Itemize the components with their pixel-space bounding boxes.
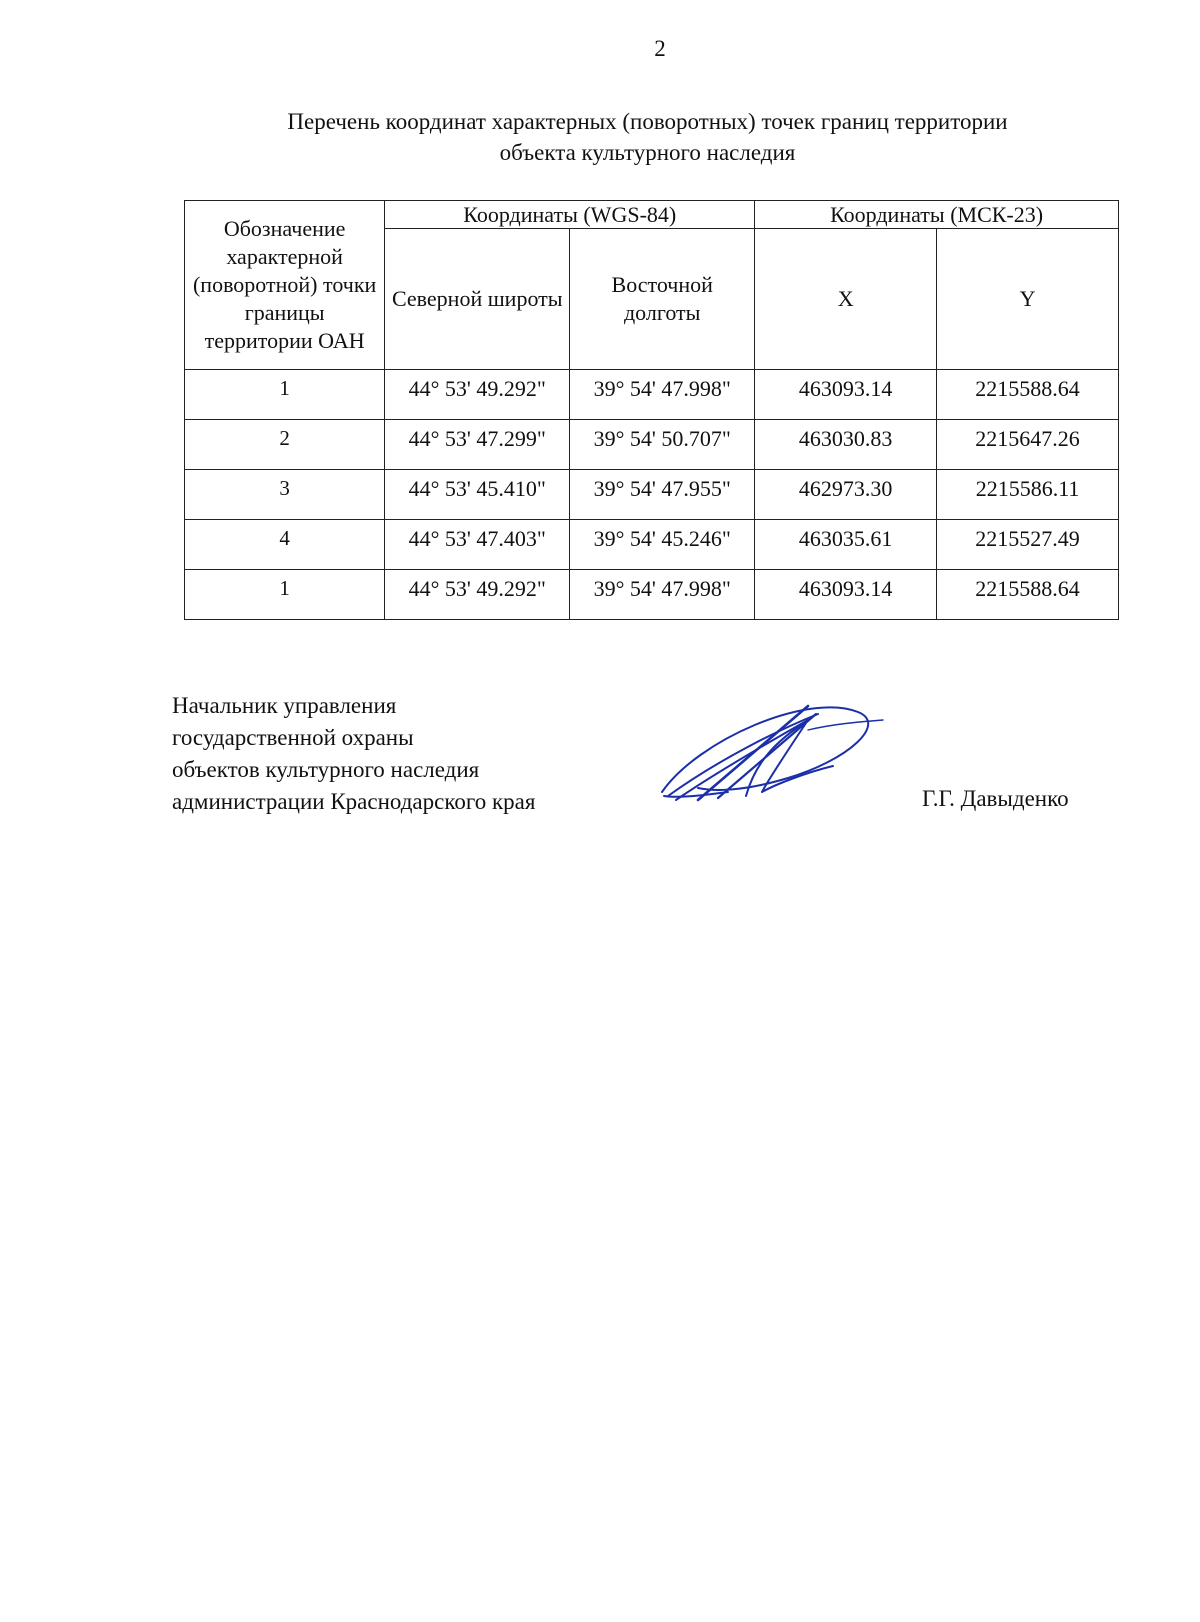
- latitude-cell: 44° 53' 47.299": [385, 420, 570, 470]
- x-cell: 463093.14: [755, 370, 937, 420]
- longitude-header: Восточной долготы: [570, 229, 755, 370]
- table-row: [185, 570, 1119, 620]
- handwritten-signature: [658, 700, 888, 830]
- longitude-cell: 39° 54' 45.246": [570, 520, 755, 570]
- latitude-header: Северной широты: [385, 229, 570, 370]
- signatory-line-2: государственной охраны: [172, 725, 414, 750]
- latitude-cell: 44° 53' 49.292": [385, 570, 570, 620]
- point-cell: 1: [185, 570, 385, 620]
- latitude-cell: 44° 53' 47.403": [385, 520, 570, 570]
- longitude-cell: 39° 54' 47.998": [570, 370, 755, 420]
- document-title-line-1: Перечень координат характерных (поворотных) точек границ территории: [287, 109, 1008, 134]
- document-title-line-2: объекта культурного наследия: [499, 140, 796, 165]
- wgs84-group-header: Координаты (WGS-84): [385, 201, 755, 229]
- point-cell: 3: [185, 470, 385, 520]
- document-title: [180, 106, 1115, 168]
- x-cell: 463093.14: [755, 570, 937, 620]
- table-row: [185, 420, 1119, 470]
- signer-name: Г.Г. Давыденко: [922, 786, 1069, 811]
- signatory-line-4: администрации Краснодарского края: [172, 789, 536, 814]
- signatory-line-3: объектов культурного наследия: [172, 757, 480, 782]
- latitude-cell: 44° 53' 45.410": [385, 470, 570, 520]
- table-row: [185, 370, 1119, 420]
- y-cell: 2215527.49: [937, 520, 1119, 570]
- x-cell: 463030.83: [755, 420, 937, 470]
- msk23-group-header: Координаты (МСК-23): [755, 201, 1119, 229]
- y-header: Y: [937, 229, 1119, 370]
- y-cell: 2215588.64: [937, 370, 1119, 420]
- latitude-cell: 44° 53' 49.292": [385, 370, 570, 420]
- y-cell: 2215647.26: [937, 420, 1119, 470]
- longitude-cell: 39° 54' 47.998": [570, 570, 755, 620]
- longitude-cell: 39° 54' 47.955": [570, 470, 755, 520]
- x-header: X: [755, 229, 937, 370]
- table-row: [185, 470, 1119, 520]
- x-cell: 463035.61: [755, 520, 937, 570]
- longitude-cell: 39° 54' 50.707": [570, 420, 755, 470]
- table-row: [185, 520, 1119, 570]
- point-cell: 4: [185, 520, 385, 570]
- point-designation-header: Обозначение характерной (поворотной) точки границы территории ОАН: [185, 201, 385, 370]
- coordinates-table: [184, 200, 1119, 620]
- signatory-title: [172, 690, 535, 818]
- point-cell: 1: [185, 370, 385, 420]
- y-cell: 2215586.11: [937, 470, 1119, 520]
- x-cell: 462973.30: [755, 470, 937, 520]
- signatory-line-1: Начальник управления: [172, 693, 397, 718]
- page-number: 2: [654, 36, 666, 61]
- y-cell: 2215588.64: [937, 570, 1119, 620]
- point-cell: 2: [185, 420, 385, 470]
